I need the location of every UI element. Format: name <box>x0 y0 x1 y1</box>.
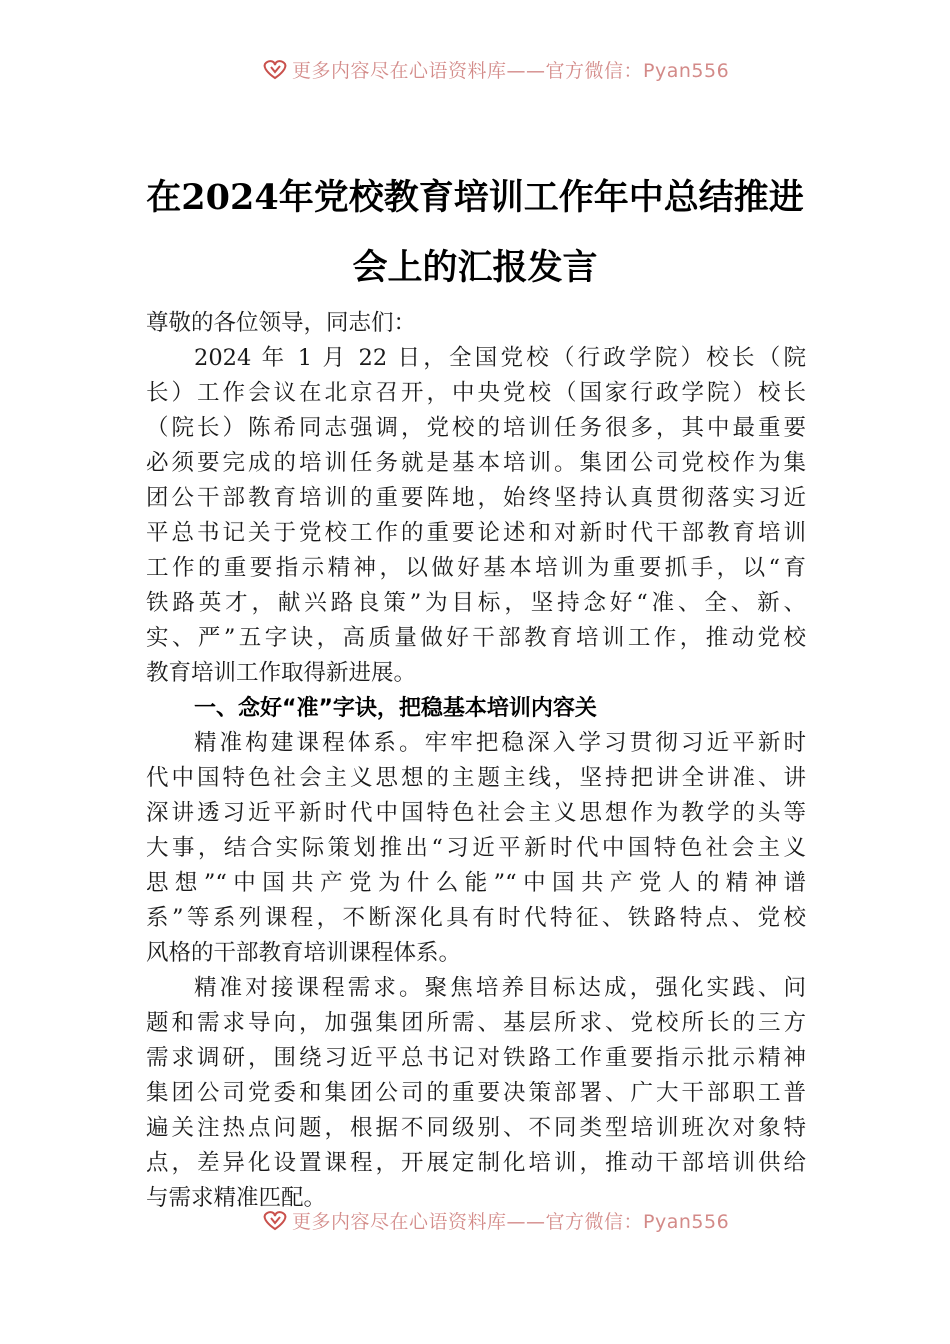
salutation-line <box>146 306 806 341</box>
paragraph-line: 系”等系列课程，不断深化具有时代特征、铁路特点、党校 <box>146 905 806 931</box>
paragraph-line: 实、严”五字诀，高质量做好干部教育培训工作，推动党校 <box>146 625 806 651</box>
section-heading: 一、念好“准”字诀，把稳基本培训内容关 <box>194 696 597 721</box>
paragraph-line: 点，差异化设置课程，开展定制化培训，推动干部培训供给 <box>146 1150 806 1176</box>
paragraph-line: 平总书记关于党校工作的重要论述和对新时代干部教育培训 <box>146 520 806 546</box>
paragraph-line: 必须要完成的培训任务就是基本培训。集团公司党校作为集 <box>146 450 806 476</box>
paragraph-line: 代中国特色社会主义思想的主题主线，坚持把讲全讲准、讲 <box>146 765 806 791</box>
paragraph-line: 精准对接课程需求。聚焦培养目标达成，强化实践、问 <box>194 975 806 1001</box>
document-title-line-1: 在2024年党校教育培训工作年中总结推进 <box>146 177 804 218</box>
paragraph-line: 团公干部教育培训的重要阵地，始终坚持认真贯彻落实习近 <box>146 485 806 511</box>
brand-logo-icon <box>262 58 288 80</box>
paragraph-line: 长）工作会议在北京召开，中央党校（国家行政学院）校长 <box>146 380 806 406</box>
paragraph-line: 工作的重要指示精神，以做好基本培训为重要抓手，以“育 <box>146 555 806 581</box>
paragraph-line: 思想”“中国共产党为什么能”“中国共产党人的精神谱 <box>146 870 806 896</box>
paragraph-line: 铁路英才，献兴路良策”为目标，坚持念好“准、全、新、 <box>146 590 806 616</box>
paragraph-line: 与需求精准匹配。 <box>146 1185 327 1211</box>
paragraph-line: 题和需求导向，加强集团所需、基层所求、党校所长的三方 <box>146 1010 806 1036</box>
salutation: 尊敬的各位领导，同志们： <box>146 310 417 336</box>
paragraph-line: 精准构建课程体系。牢牢把稳深入学习贯彻习近平新时 <box>194 730 806 756</box>
paragraph-line: 风格的干部教育培训课程体系。 <box>146 940 462 966</box>
paragraph-line: 大事，结合实际策划推出“习近平新时代中国特色社会主义 <box>146 835 806 861</box>
watermark-text: 更多内容尽在心语资料库——官方微信：Pyan556 <box>292 1210 730 1233</box>
header-watermark <box>262 56 762 82</box>
document-title-line-2: 会上的汇报发言 <box>352 247 598 288</box>
footer-watermark <box>262 1207 762 1233</box>
watermark-text: 更多内容尽在心语资料库——官方微信：Pyan556 <box>292 59 730 82</box>
paragraph-line: 集团公司党委和集团公司的重要决策部署、广大干部职工普 <box>146 1080 806 1106</box>
paragraph-line: 遍关注热点问题，根据不同级别、不同类型培训班次对象特 <box>146 1115 806 1141</box>
document-body <box>146 306 806 1216</box>
paragraph-line: 2024 年 1 月 22 日，全国党校（行政学院）校长（院 <box>194 345 806 371</box>
paragraph-line: 需求调研，围绕习近平总书记对铁路工作重要指示批示精神 <box>146 1045 806 1071</box>
paragraph-line: 深讲透习近平新时代中国特色社会主义思想作为教学的头等 <box>146 800 806 826</box>
paragraph-line: （院长）陈希同志强调，党校的培训任务很多，其中最重要 <box>146 415 806 441</box>
brand-logo-icon <box>262 1209 288 1231</box>
paragraph-line: 教育培训工作取得新进展。 <box>146 660 417 686</box>
